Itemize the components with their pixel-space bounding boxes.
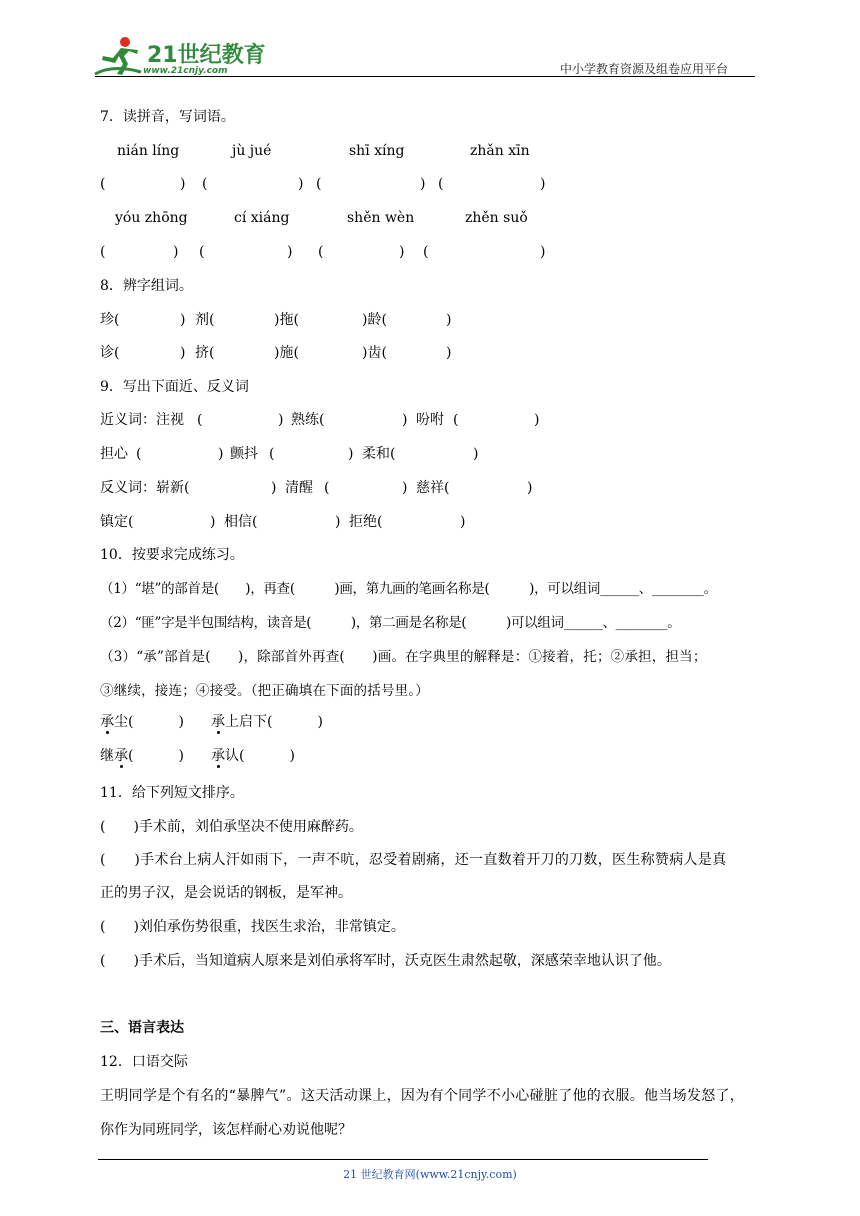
q7-title: 7．读拼音，写词语。 [100, 109, 235, 125]
answer-blank-close: ) [420, 176, 426, 192]
answer-blank-close: ) [173, 244, 179, 260]
answer-blank-close: ) [540, 176, 546, 192]
q7-pinyin: cí xiáng [234, 210, 290, 226]
q8-item: 珍( [100, 312, 120, 328]
section-heading: 三、语言表达 [100, 1020, 184, 1036]
q12-title: 12．口语交际 [100, 1054, 188, 1070]
q9-item: 慈祥( [416, 480, 450, 496]
q9-item: ( [136, 446, 142, 462]
answer-blank-open: ( [438, 176, 444, 192]
q7-pinyin: shěn wèn [347, 210, 415, 226]
footer-divider [98, 1159, 708, 1160]
logo-text: 21世纪教育 [147, 43, 266, 68]
q8-item: 挤( [195, 345, 215, 361]
answer-blank-open: ( [318, 244, 324, 260]
q9-item: ) [210, 514, 216, 530]
q9-item: ) [278, 412, 284, 428]
answer-blank-open: ( [199, 244, 205, 260]
q9-item: ( [269, 446, 275, 462]
emphasis-char: 承 [211, 714, 225, 730]
q7-pinyin: zhǎn xīn [470, 143, 530, 159]
q9-item: 拒绝( [349, 514, 383, 530]
q10-subquestion-cont: ③继续，接连；④接受。（把正确填在下面的括号里。） [100, 683, 429, 699]
q9-item: ( [197, 412, 203, 428]
q8-item: 剂( [195, 312, 215, 328]
q9-item: ) [527, 480, 533, 496]
q9-item: ) [473, 446, 479, 462]
q10-subquestion: （3）“承”部首是( )，除部首外再查( )画。在字典里的解释是：①接着，托；②承担，担当； [100, 649, 707, 665]
emphasis-char: 承 [114, 748, 128, 764]
header-platform-name: 中小学教育资源及组卷应用平台 [560, 62, 729, 76]
q12-paragraph: 王明同学是个有名的“暴脾气”。这天活动课上，因为有个同学不小心碰脏了他的衣服。他当场发怒了， [100, 1088, 745, 1104]
q9-item: ) [534, 412, 540, 428]
answer-blank-open: ( [423, 244, 429, 260]
answer-blank-open: ( [100, 176, 106, 192]
q8-item: )龄( [362, 312, 387, 328]
q8-item: )拖( [274, 312, 299, 328]
q11-item: ( )刘伯承伤势很重，找医生求治，非常镇定。 [100, 919, 405, 935]
q8-item: ) [446, 312, 452, 328]
q10-word: 承认( ) [211, 748, 295, 764]
answer-blank-close: ) [287, 244, 293, 260]
q9-item: ) [402, 412, 408, 428]
q9-item: ) [348, 446, 354, 462]
q9-title: 9．写出下面近、反义词 [100, 379, 249, 395]
q10-subquestion: （2）“匪”字是半包围结构，读音是( )，第二画是名称是( )可以组词______、________。 [100, 615, 681, 631]
q7-pinyin: zhěn suǒ [465, 210, 528, 226]
emphasis-char: 承 [211, 748, 225, 764]
q9-item: ) [218, 446, 224, 462]
q9-item: 清醒 [285, 480, 313, 496]
q11-item: ( )手术前，刘伯承坚决不使用麻醉药。 [100, 819, 363, 835]
answer-blank-open: ( [316, 176, 322, 192]
q10-title: 10．按要求完成练习。 [100, 547, 244, 563]
q8-item: )施( [274, 345, 299, 361]
q11-item-cont: 正的男子汉，是会说话的钢板，是军神。 [100, 885, 352, 901]
logo-url: www.21cnjy.com [143, 66, 228, 76]
q10-word: 承上启下( ) [211, 714, 323, 730]
q10-word: 承尘( ) [100, 714, 184, 730]
q10-word: 继承( ) [100, 748, 184, 764]
q7-pinyin: jù jué [232, 143, 272, 159]
q9-item: ) [460, 514, 466, 530]
emphasis-char: 承 [100, 714, 114, 730]
q9-item: ) [402, 480, 408, 496]
q9-item: 担心 [100, 446, 128, 462]
q10-subquestion: （1）“堪”的部首是( )，再查( )画，第九画的笔画名称是( )，可以组词______、________。 [100, 581, 717, 597]
q8-item: ) [446, 345, 452, 361]
q7-pinyin: nián líng [117, 143, 180, 159]
q12-paragraph-cont: 你作为同班同学，该怎样耐心劝说他呢？ [100, 1122, 352, 1138]
q7-pinyin: shī xíng [349, 143, 405, 159]
q8-item: ) [180, 345, 186, 361]
q9-item: 相信( [224, 514, 258, 530]
answer-blank-open: ( [202, 176, 208, 192]
q7-pinyin: yóu zhōng [115, 210, 188, 226]
answer-blank-open: ( [100, 244, 106, 260]
site-logo [93, 34, 266, 80]
answer-blank-close: ) [540, 244, 546, 260]
q9-item: 反义词：崭新( [100, 480, 190, 496]
runner-logo-icon [93, 34, 145, 78]
header-divider [95, 76, 755, 77]
q9-item: ) [335, 514, 341, 530]
q11-item: ( )手术后，当知道病人原来是刘伯承将军时，沃克医生肃然起敬，深感荣幸地认识了他。 [100, 953, 671, 969]
q11-item: ( )手术台上病人汗如雨下，一声不吭，忍受着剧痛，还一直数着开刀的刀数，医生称赞病人是真 [100, 852, 727, 868]
q8-item: 诊( [100, 345, 120, 361]
q9-item: 吩咐 [416, 412, 444, 428]
q8-item: ) [180, 312, 186, 328]
q9-item: 颤抖 [230, 446, 258, 462]
q8-title: 8．辨字组词。 [100, 278, 193, 294]
q9-item: 柔和( [362, 446, 396, 462]
answer-blank-close: ) [298, 176, 304, 192]
q9-item: ( [453, 412, 459, 428]
q9-item: 近义词：注视 [100, 412, 184, 428]
q11-title: 11．给下列短文排序。 [100, 785, 244, 801]
answer-blank-close: ) [399, 244, 405, 260]
q9-item: ) [271, 480, 277, 496]
q8-item: )齿( [362, 345, 387, 361]
q9-item: 镇定( [100, 514, 134, 530]
footer-link[interactable]: 21 世纪教育网(www.21cnjy.com) [343, 1168, 517, 1181]
q9-item: 熟练( [291, 412, 325, 428]
answer-blank-close: ) [180, 176, 186, 192]
q9-item: ( [324, 480, 330, 496]
